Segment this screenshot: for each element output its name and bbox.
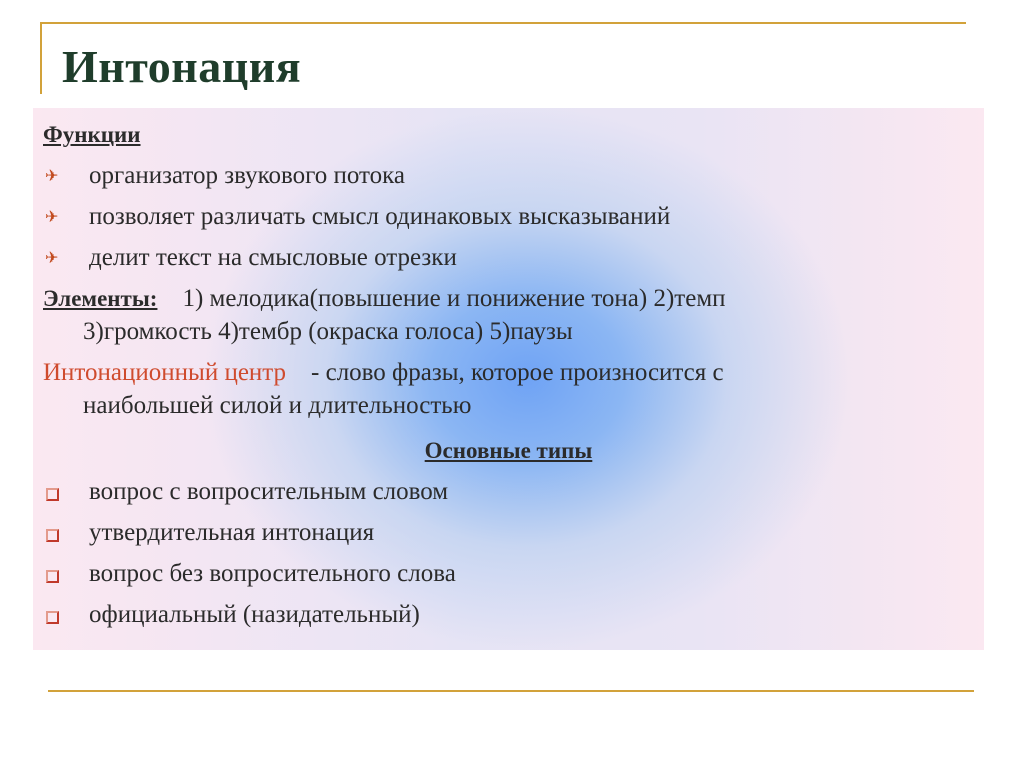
function-item	[43, 159, 974, 192]
center-definition-line1: - слово фразы, которое произносится с	[311, 359, 724, 386]
airplane-icon: ✈	[45, 248, 59, 267]
square-box-icon	[46, 529, 59, 542]
center-definition-line2: наибольшей силой и длительностью	[83, 392, 472, 419]
functions-heading: Функции	[43, 122, 141, 147]
type-item-text: вопрос без вопросительного слова	[89, 560, 456, 587]
bullet	[43, 200, 89, 233]
elements-label: Элементы:	[43, 286, 158, 311]
function-item-text: организатор звукового потока	[89, 162, 406, 189]
elements-text-line2: 3)громкость 4)тембр (окраска голоса) 5)паузы	[83, 318, 573, 345]
square-box-icon	[46, 611, 59, 624]
elements-text-line1: 1) мелодика(повышение и понижение тона) 2)темп	[182, 285, 726, 312]
type-item	[43, 598, 974, 631]
function-item	[43, 200, 974, 233]
bullet	[43, 516, 89, 542]
type-item	[43, 516, 974, 549]
center-term: Интонационный центр	[43, 359, 287, 386]
types-heading-text: Основные типы	[424, 438, 593, 463]
top-rule	[40, 22, 966, 24]
elements-spacer	[164, 285, 177, 312]
types-heading	[43, 434, 974, 467]
bullet	[43, 475, 89, 501]
content-panel	[33, 108, 984, 650]
function-item-text: делит текст на смысловые отрезки	[89, 244, 457, 271]
bullet	[43, 241, 89, 274]
airplane-icon: ✈	[45, 166, 59, 185]
type-item-text: утвердительная интонация	[89, 519, 375, 546]
left-rule	[40, 22, 42, 94]
center-paragraph	[43, 356, 974, 422]
bullet	[43, 598, 89, 624]
functions-section	[43, 118, 974, 151]
bullet	[43, 159, 89, 192]
bullet	[43, 557, 89, 583]
airplane-icon: ✈	[45, 207, 59, 226]
bottom-rule	[48, 690, 974, 692]
center-spacer	[292, 359, 305, 386]
type-item	[43, 475, 974, 508]
square-box-icon	[46, 488, 59, 501]
slide-title: Интонация	[62, 41, 302, 92]
square-box-icon	[46, 570, 59, 583]
function-item	[43, 241, 974, 274]
function-item-text: позволяет различать смысл одинаковых высказываний	[89, 203, 671, 230]
type-item-text: вопрос с вопросительным словом	[89, 478, 449, 505]
type-item	[43, 557, 974, 590]
type-item-text: официальный (назидательный)	[89, 601, 420, 628]
elements-paragraph	[43, 282, 974, 348]
